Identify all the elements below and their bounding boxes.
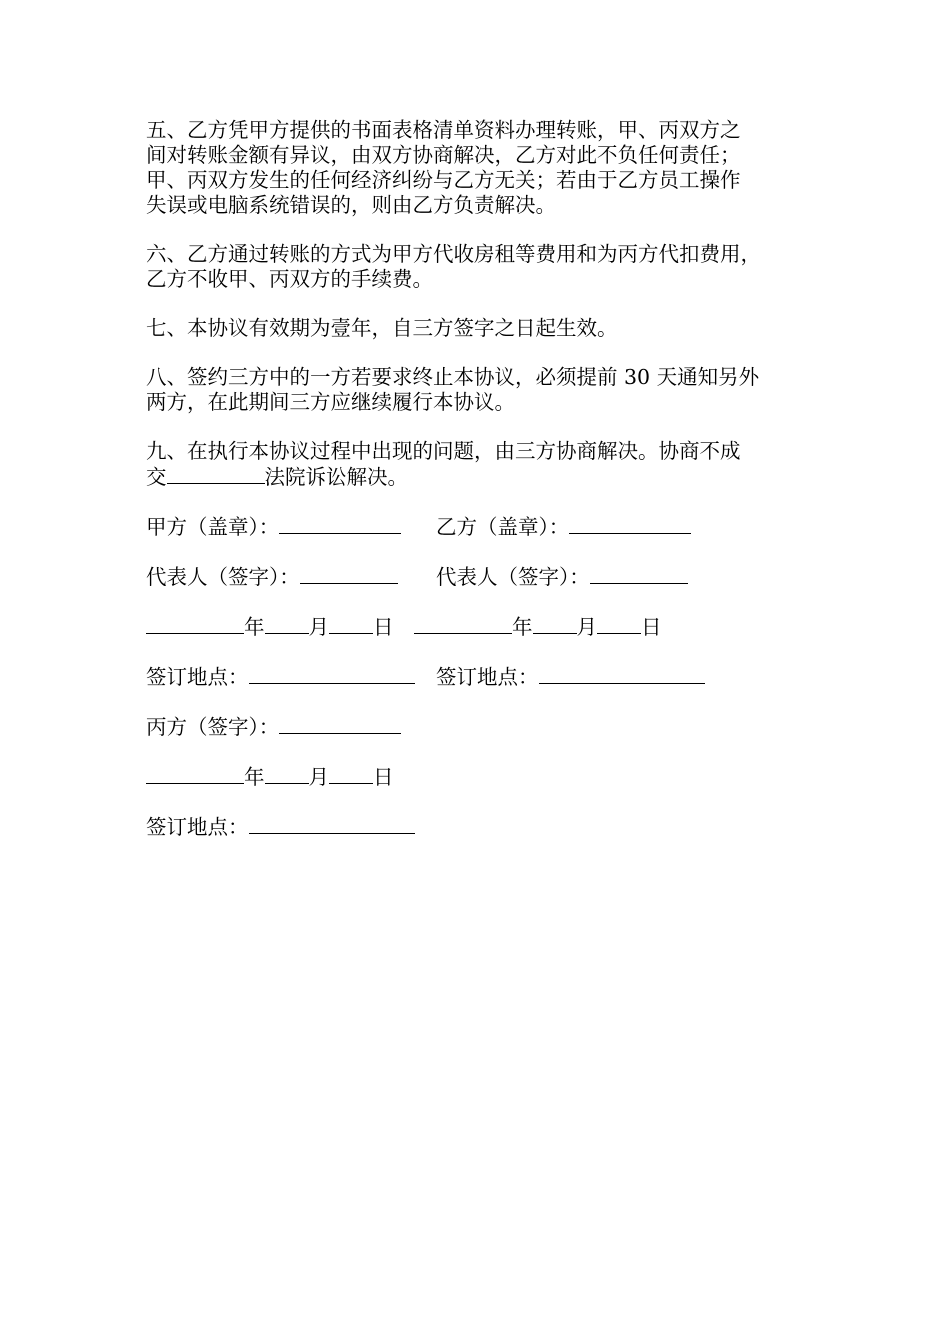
place-left	[146, 664, 415, 690]
clause-6	[146, 242, 826, 292]
month-label-c: 月	[308, 765, 329, 789]
clause-6-line-1: 六、乙方通过转账的方式为甲方代收房租等费用和为丙方代扣费用，	[146, 242, 761, 266]
clause-6-line-2: 乙方不收甲、丙双方的手续费。	[146, 267, 433, 291]
day-label-left: 日	[373, 615, 394, 639]
clause-8-line-1: 八、签约三方中的一方若要求终止本协议，必须提前 30 天通知另外	[146, 365, 760, 389]
year-label-c: 年	[244, 765, 265, 789]
clause-5	[146, 118, 826, 218]
clause-5-line-3: 甲、丙双方发生的任何经济纠纷与乙方无关；若由于乙方员工操作	[146, 168, 741, 192]
day-blank-c[interactable]	[329, 764, 373, 784]
year-blank-left[interactable]	[146, 614, 244, 634]
year-blank-c[interactable]	[146, 764, 244, 784]
day-label-right: 日	[641, 615, 662, 639]
seal-row	[146, 514, 826, 539]
representative-row	[146, 564, 826, 589]
rep-sign-left-label: 代表人（签字）：	[146, 565, 300, 589]
place-right-label: 签订地点：	[436, 665, 539, 689]
clause-7-line-1: 七、本协议有效期为壹年，自三方签字之日起生效。	[146, 316, 618, 340]
place-c-label: 签订地点：	[146, 815, 249, 839]
rep-sign-right-label: 代表人（签字）：	[436, 565, 590, 589]
clause-5-line-4: 失误或电脑系统错误的，则由乙方负责解决。	[146, 193, 556, 217]
party-c-row	[146, 714, 826, 739]
party-c-sign	[146, 714, 401, 740]
party-a-seal-label: 甲方（盖章）：	[146, 515, 280, 539]
clause-9-suffix: 法院诉讼解决。	[264, 465, 408, 489]
month-blank-c[interactable]	[265, 764, 309, 784]
place-c	[146, 814, 415, 840]
clause-9-line-1: 九、在执行本协议过程中出现的问题，由三方协商解决。协商不成	[146, 439, 741, 463]
party-b-seal-blank[interactable]	[569, 514, 691, 534]
clause-5-line-2: 间对转账金额有异议，由双方协商解决，乙方对此不负任何责任；	[146, 143, 741, 167]
month-blank-left[interactable]	[265, 614, 309, 634]
clause-8-line-2: 两方，在此期间三方应继续履行本协议。	[146, 390, 515, 414]
court-name-blank[interactable]	[167, 464, 265, 484]
date-right	[414, 614, 662, 640]
month-label-left: 月	[308, 615, 329, 639]
month-label-right: 月	[576, 615, 597, 639]
date-row-c	[146, 764, 826, 789]
place-row-c	[146, 814, 826, 839]
place-left-blank[interactable]	[249, 664, 415, 684]
rep-sign-left	[146, 564, 398, 590]
party-c-sign-label: 丙方（签字）：	[146, 715, 280, 739]
clause-8	[146, 365, 826, 415]
clause-5-line-1: 五、乙方凭甲方提供的书面表格清单资料办理转账，甲、丙双方之	[146, 118, 741, 142]
day-label-c: 日	[373, 765, 394, 789]
year-label-right: 年	[512, 615, 533, 639]
day-blank-right[interactable]	[597, 614, 641, 634]
rep-sign-left-blank[interactable]	[300, 564, 398, 584]
contract-page	[146, 118, 826, 864]
place-right	[436, 664, 705, 690]
place-row-ab	[146, 664, 826, 689]
day-blank-left[interactable]	[329, 614, 373, 634]
party-b-seal	[436, 514, 691, 540]
rep-sign-right-blank[interactable]	[590, 564, 688, 584]
party-a-seal	[146, 514, 401, 540]
year-label-left: 年	[244, 615, 265, 639]
clause-9-prefix: 交	[146, 465, 167, 489]
clause-7	[146, 316, 826, 341]
place-right-blank[interactable]	[539, 664, 705, 684]
year-blank-right[interactable]	[414, 614, 512, 634]
date-c	[146, 764, 394, 790]
clause-9	[146, 439, 826, 490]
date-row-ab	[146, 614, 826, 639]
rep-sign-right	[436, 564, 688, 590]
date-left	[146, 614, 394, 640]
place-left-label: 签订地点：	[146, 665, 249, 689]
party-c-sign-blank[interactable]	[279, 714, 401, 734]
place-c-blank[interactable]	[249, 814, 415, 834]
party-b-seal-label: 乙方（盖章）：	[436, 515, 570, 539]
clause-9-line-2	[146, 464, 826, 490]
month-blank-right[interactable]	[533, 614, 577, 634]
party-a-seal-blank[interactable]	[279, 514, 401, 534]
